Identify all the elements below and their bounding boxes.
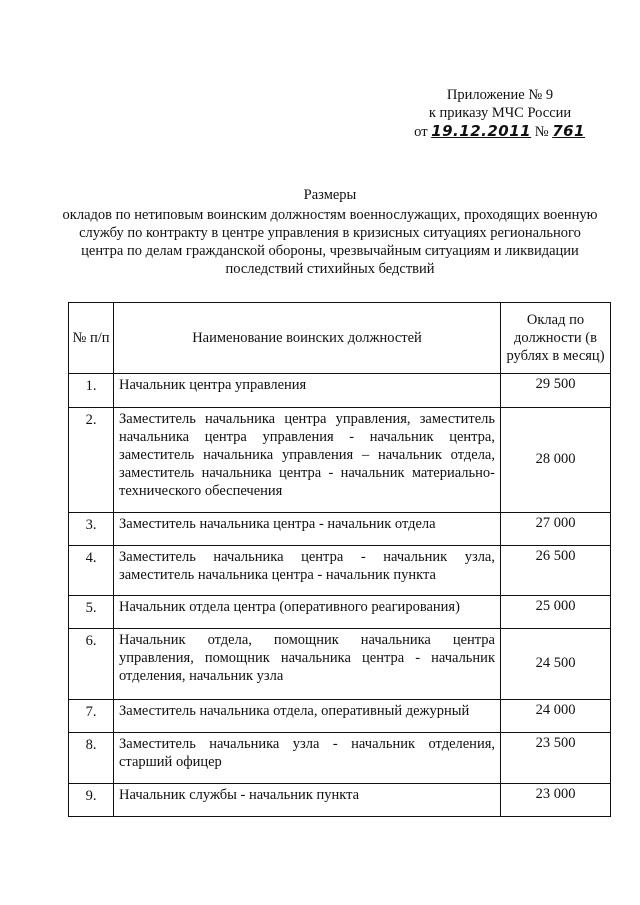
row-number: 9. <box>69 784 114 817</box>
title-description: окладов по нетиповым воинским должностям военнослужащих, проходящих военную службу по контракту в центре управления в кризисных ситуациях регионального центра по делам гражданской обороны, чрезвычайным ситуациям и ликвидации последствий стихийных бедствий <box>62 207 598 277</box>
table-row <box>69 733 611 784</box>
title-heading: Размеры <box>303 187 357 203</box>
table-row <box>69 513 611 546</box>
position-name: Начальник центра управления <box>114 374 501 408</box>
table-row <box>69 596 611 629</box>
salary-value: 24 000 <box>501 700 611 733</box>
from-label: от <box>414 124 428 140</box>
salary-value: 24 500 <box>501 629 611 700</box>
salary-value: 28 000 <box>501 408 611 513</box>
row-number: 1. <box>69 374 114 408</box>
header-number: № п/п <box>69 303 114 374</box>
salary-table <box>68 302 611 817</box>
salary-value: 26 500 <box>501 546 611 596</box>
position-name: Заместитель начальника отдела, оперативный дежурный <box>114 700 501 733</box>
position-name: Заместитель начальника центра управления, заместитель начальника центра управления - начальник центра, заместитель начальника управления – начальник отдела, заместитель начальника центра - начальник материально-технического обеспечения <box>114 408 501 513</box>
position-name: Заместитель начальника центра - начальник узла, заместитель начальника центра - начальник пункта <box>114 546 501 596</box>
appendix-block <box>395 86 605 141</box>
header-salary: Оклад по должности (в рублях в месяц) <box>501 303 611 374</box>
appendix-date-line <box>395 122 605 141</box>
row-number: 4. <box>69 546 114 596</box>
row-number: 5. <box>69 596 114 629</box>
salary-value: 25 000 <box>501 596 611 629</box>
row-number: 3. <box>69 513 114 546</box>
handwritten-date: 19.12.2011 <box>431 122 532 140</box>
row-number: 2. <box>69 408 114 513</box>
salary-value: 23 000 <box>501 784 611 817</box>
table-row <box>69 546 611 596</box>
row-number: 8. <box>69 733 114 784</box>
position-name: Начальник отдела, помощник начальника центра управления, помощник начальника центра - начальник отделения, начальник узла <box>114 629 501 700</box>
appendix-title: Приложение № 9 <box>446 87 554 103</box>
table-row <box>69 629 611 700</box>
appendix-order-ref: к приказу МЧС России <box>428 105 572 121</box>
table-row <box>69 700 611 733</box>
table-row <box>69 374 611 408</box>
table-row <box>69 784 611 817</box>
handwritten-number: 761 <box>552 122 585 140</box>
position-name: Заместитель начальника центра - начальник отдела <box>114 513 501 546</box>
salary-value: 27 000 <box>501 513 611 546</box>
header-position-name: Наименование воинских должностей <box>114 303 501 374</box>
position-name: Начальник службы - начальник пункта <box>114 784 501 817</box>
number-label: № <box>534 124 549 140</box>
document-title <box>60 186 600 278</box>
table-row <box>69 408 611 513</box>
salary-value: 29 500 <box>501 374 611 408</box>
position-name: Заместитель начальника узла - начальник отделения, старший офицер <box>114 733 501 784</box>
position-name: Начальник отдела центра (оперативного реагирования) <box>114 596 501 629</box>
row-number: 6. <box>69 629 114 700</box>
salary-value: 23 500 <box>501 733 611 784</box>
table-header-row <box>69 303 611 374</box>
row-number: 7. <box>69 700 114 733</box>
